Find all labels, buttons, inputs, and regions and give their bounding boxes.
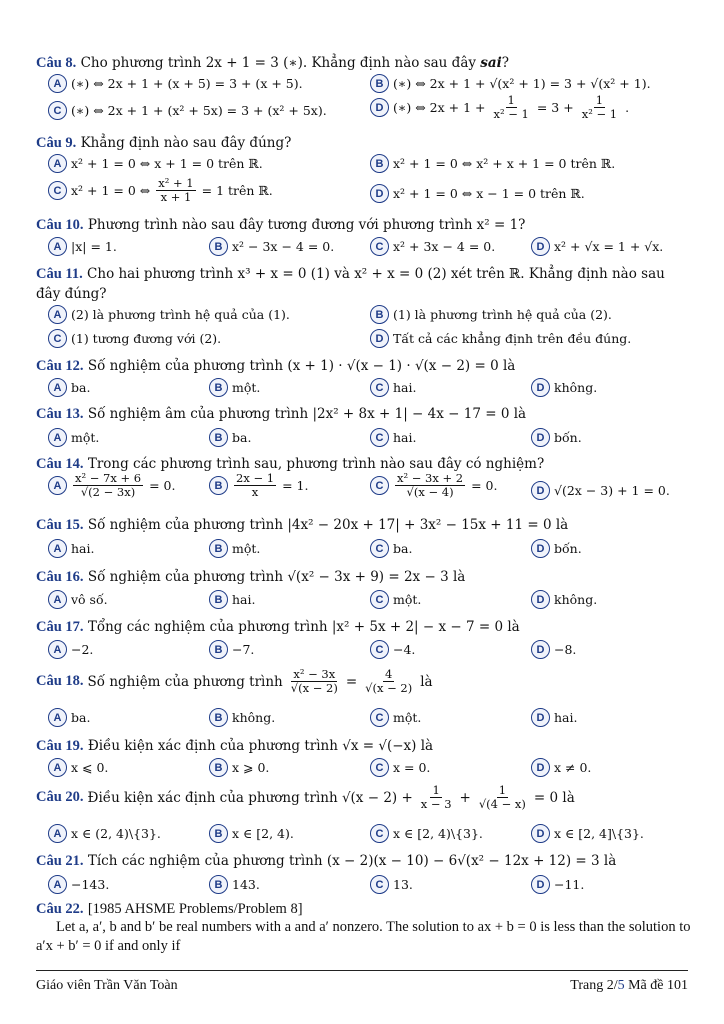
option-badge: A xyxy=(48,640,67,659)
option-text: không. xyxy=(554,380,598,395)
option-D[interactable] xyxy=(531,237,663,256)
option-text: (∗) ⇔ 2x + 1 + xyxy=(393,100,486,116)
option-B[interactable] xyxy=(370,74,651,93)
denominator: x xyxy=(251,485,259,500)
option-D[interactable] xyxy=(531,590,597,609)
option-text: −8. xyxy=(554,642,577,657)
question-10 xyxy=(36,216,691,236)
option-text: bốn. xyxy=(554,430,582,445)
option-text: một. xyxy=(393,592,422,607)
option-text: x² + 1 = 0 ⇔ x + 1 = 0 trên ℝ. xyxy=(71,156,263,171)
option-badge: A xyxy=(48,476,67,495)
page-total[interactable]: 5 xyxy=(617,978,625,993)
question-number: Câu 17. xyxy=(36,619,84,635)
option-text: (∗) ⇔ 2x + 1 + (x + 5) = 3 + (x + 5). xyxy=(71,76,303,91)
option-text: x² + √x = 1 + √x. xyxy=(554,239,664,254)
question-20 xyxy=(36,784,691,811)
option-D[interactable] xyxy=(531,875,584,894)
question-text: Khẳng định nào sau đây đúng? xyxy=(80,135,292,151)
option-badge: D xyxy=(531,875,550,894)
option-A[interactable] xyxy=(48,378,90,397)
option-badge: B xyxy=(209,476,228,495)
denominator: x − 3 xyxy=(420,797,452,812)
numerator: 4 xyxy=(384,667,393,681)
question-source: [1985 AHSME Problems/Problem 8] xyxy=(87,901,303,917)
option-text: x² + 1 = 0 ⇔ x² + x + 1 = 0 trên ℝ. xyxy=(393,156,616,171)
option-text: . xyxy=(625,100,630,116)
numerator: 1 xyxy=(432,783,440,797)
question-15 xyxy=(36,516,691,536)
option-text: −11. xyxy=(554,877,585,892)
option-badge: C xyxy=(370,590,389,609)
option-A[interactable] xyxy=(48,305,290,324)
option-text: = 1 trên ℝ. xyxy=(201,183,273,199)
option-badge: A xyxy=(48,758,67,777)
option-C[interactable] xyxy=(370,708,421,727)
fraction xyxy=(363,668,414,695)
question-text: Số nghiệm âm của phương trình |2x² + 8x + 1| − 4x − 17 = 0 là xyxy=(87,406,527,422)
option-C[interactable] xyxy=(370,428,416,447)
option-B[interactable] xyxy=(209,378,260,397)
question-8 xyxy=(36,54,691,74)
option-B[interactable] xyxy=(209,708,275,727)
emphasis-sai: sai xyxy=(480,55,502,71)
numerator: 1 xyxy=(595,93,604,107)
numerator: 1 xyxy=(507,93,515,107)
option-text: một. xyxy=(232,541,261,556)
question-number: Câu 11. xyxy=(36,266,83,282)
option-badge: B xyxy=(209,378,228,397)
question-12 xyxy=(36,357,691,377)
option-D[interactable] xyxy=(531,824,644,843)
option-badge: D xyxy=(370,184,389,203)
question-9 xyxy=(36,134,691,154)
option-text: = 3 + xyxy=(536,100,574,116)
question-text: Cho phương trình 2x + 1 = 3 (∗). Khẳng định nào sau đây xyxy=(80,55,481,71)
option-D[interactable] xyxy=(531,758,591,777)
option-B[interactable] xyxy=(209,824,294,843)
option-A[interactable] xyxy=(48,640,93,659)
option-text: x² − 3x − 4 = 0. xyxy=(232,239,335,254)
option-text: x ∈ [2, 4)\{3}. xyxy=(393,826,483,841)
option-text: x ∈ [2, 4). xyxy=(232,826,294,841)
option-text: một. xyxy=(393,710,422,725)
option-C[interactable] xyxy=(48,177,273,204)
question-21 xyxy=(36,852,691,872)
denominator: √(x − 4) xyxy=(406,485,454,500)
denominator: √(2 − 3x) xyxy=(80,485,136,500)
option-badge: C xyxy=(370,378,389,397)
question-number: Câu 15. xyxy=(36,517,84,533)
question-text: Số nghiệm của phương trình √(x² − 3x + 9) = 2x − 3 là xyxy=(87,569,466,585)
exam-code: Mã đề 101 xyxy=(624,978,688,993)
footer-divider xyxy=(36,970,688,971)
question-text: Cho hai phương trình x³ + x = 0 (1) và x² + x = 0 (2) xét trên ℝ. Khẳng định nào sau đây đúng? xyxy=(36,266,665,302)
option-text: một. xyxy=(71,430,100,445)
question-number: Câu 13. xyxy=(36,406,84,422)
option-badge: C xyxy=(370,758,389,777)
footer-page xyxy=(570,978,688,994)
option-badge: C xyxy=(370,640,389,659)
option-text: = 0. xyxy=(149,478,176,494)
denominator: √(x − 2) xyxy=(365,681,413,696)
option-text: = 0. xyxy=(471,478,498,494)
numerator: x² − 7x + 6 xyxy=(75,471,142,485)
option-B[interactable] xyxy=(209,472,308,499)
option-text: ba. xyxy=(393,541,413,556)
option-D[interactable] xyxy=(370,94,629,121)
option-A[interactable] xyxy=(48,758,108,777)
question-text: Số nghiệm của phương trình (x + 1) · √(x − 1) · √(x − 2) = 0 là xyxy=(87,358,516,374)
option-text: hai. xyxy=(232,592,256,607)
question-number: Câu 20. xyxy=(36,788,84,805)
option-text: hai. xyxy=(393,380,417,395)
question-number: Câu 10. xyxy=(36,217,84,233)
option-text: vô số. xyxy=(71,592,108,607)
question-22 xyxy=(36,900,691,920)
fraction xyxy=(73,472,143,499)
option-badge: B xyxy=(209,428,228,447)
numerator: 1 xyxy=(498,783,507,797)
option-badge: C xyxy=(370,824,389,843)
option-text: −143. xyxy=(71,877,110,892)
option-D[interactable] xyxy=(531,428,582,447)
option-A[interactable] xyxy=(48,237,117,256)
numerator: x² + 1 xyxy=(158,176,194,190)
option-text: không. xyxy=(232,710,276,725)
option-text: x² + 3x − 4 = 0. xyxy=(393,239,496,254)
option-text: x ⩾ 0. xyxy=(232,760,270,775)
fraction xyxy=(234,472,276,499)
option-badge: D xyxy=(531,481,550,500)
question-13 xyxy=(36,405,691,425)
numerator: x² − 3x xyxy=(293,667,336,681)
option-text: bốn. xyxy=(554,541,582,556)
option-D[interactable] xyxy=(370,329,631,348)
option-badge: B xyxy=(370,305,389,324)
question-text: Số nghiệm của phương trình |4x² − 20x + 17| + 3x² − 15x + 11 = 0 là xyxy=(87,517,569,533)
option-badge: D xyxy=(531,708,550,727)
option-badge: A xyxy=(48,378,67,397)
question-number: Câu 12. xyxy=(36,358,84,374)
option-C[interactable] xyxy=(370,472,497,499)
option-C[interactable] xyxy=(48,329,221,348)
option-badge: A xyxy=(48,590,67,609)
option-badge: A xyxy=(48,74,67,93)
fraction xyxy=(477,784,528,811)
fraction xyxy=(419,784,454,811)
option-B[interactable] xyxy=(209,428,251,447)
option-C[interactable] xyxy=(370,640,415,659)
option-badge: C xyxy=(48,101,67,120)
option-B[interactable] xyxy=(370,154,615,173)
option-badge: A xyxy=(48,875,67,894)
option-badge: C xyxy=(370,539,389,558)
option-A[interactable] xyxy=(48,154,263,173)
option-C[interactable] xyxy=(370,824,483,843)
option-badge: A xyxy=(48,237,67,256)
option-badge: C xyxy=(370,875,389,894)
question-text: + xyxy=(459,789,471,806)
fraction xyxy=(395,472,465,499)
option-badge: D xyxy=(531,758,550,777)
question-text: Tổng các nghiệm của phương trình |x² + 5x + 2| − x − 7 = 0 là xyxy=(87,619,520,635)
option-text: (∗) ⇔ 2x + 1 + √(x² + 1) = 3 + √(x² + 1). xyxy=(393,76,651,91)
question-text: = 0 là xyxy=(533,789,575,806)
option-badge: D xyxy=(370,98,389,117)
option-badge: B xyxy=(370,154,389,173)
option-D[interactable] xyxy=(531,539,582,558)
option-B[interactable] xyxy=(209,758,269,777)
option-badge: A xyxy=(48,154,67,173)
option-badge: B xyxy=(209,824,228,843)
option-B[interactable] xyxy=(209,875,260,894)
option-badge: A xyxy=(48,428,67,447)
footer-teacher: Giáo viên Trần Văn Toàn xyxy=(36,978,178,993)
option-A[interactable] xyxy=(48,539,94,558)
option-badge: B xyxy=(370,74,389,93)
option-D[interactable] xyxy=(531,640,576,659)
option-B[interactable] xyxy=(209,590,255,609)
option-text: x ≠ 0. xyxy=(554,760,592,775)
question-text: = xyxy=(345,673,358,690)
option-badge: B xyxy=(209,875,228,894)
option-D[interactable] xyxy=(370,184,585,203)
denominator: x + 1 xyxy=(160,190,192,205)
option-A[interactable] xyxy=(48,590,108,609)
option-D[interactable] xyxy=(531,481,670,500)
option-text: x ∈ [2, 4]\{3}. xyxy=(554,826,644,841)
option-B[interactable] xyxy=(370,305,612,324)
option-C[interactable] xyxy=(370,590,421,609)
option-text: = 1. xyxy=(282,478,309,494)
option-badge: B xyxy=(209,539,228,558)
question-17 xyxy=(36,618,691,638)
numerator: x² − 3x + 2 xyxy=(397,471,464,485)
option-B[interactable] xyxy=(209,539,260,558)
option-text: 13. xyxy=(393,877,413,892)
option-badge: D xyxy=(531,640,550,659)
option-badge: C xyxy=(370,237,389,256)
option-text: hai. xyxy=(554,710,578,725)
page-prefix: Trang 2/ xyxy=(570,978,618,993)
option-text: 143. xyxy=(232,877,260,892)
option-badge: A xyxy=(48,708,67,727)
option-B[interactable] xyxy=(209,640,254,659)
option-badge: D xyxy=(531,539,550,558)
option-A[interactable] xyxy=(48,472,175,499)
question-number: Câu 22. xyxy=(36,901,84,917)
question-number: Câu 21. xyxy=(36,853,84,869)
question-number: Câu 18. xyxy=(36,672,84,689)
option-text: một. xyxy=(232,380,261,395)
option-badge: D xyxy=(531,237,550,256)
option-text: x ∈ (2, 4)\{3}. xyxy=(71,826,161,841)
option-text: −7. xyxy=(232,642,255,657)
option-text: không. xyxy=(554,592,598,607)
question-18 xyxy=(36,668,691,695)
option-B[interactable] xyxy=(209,237,334,256)
option-badge: B xyxy=(209,640,228,659)
option-C[interactable] xyxy=(370,237,495,256)
option-C[interactable] xyxy=(370,758,430,777)
option-badge: B xyxy=(209,758,228,777)
option-A[interactable] xyxy=(48,875,109,894)
option-badge: D xyxy=(531,590,550,609)
option-text: −4. xyxy=(393,642,416,657)
option-D[interactable] xyxy=(531,708,577,727)
option-text: (2) là phương trình hệ quả của (1). xyxy=(71,307,290,322)
option-text: (∗) ⇔ 2x + 1 + (x² + 5x) = 3 + (x² + 5x). xyxy=(71,103,327,118)
option-D[interactable] xyxy=(531,378,597,397)
option-badge: B xyxy=(209,590,228,609)
option-A[interactable] xyxy=(48,428,99,447)
question-19 xyxy=(36,737,691,757)
question-number: Câu 19. xyxy=(36,738,84,754)
option-text: hai. xyxy=(71,541,95,556)
denominator: x² − 1 xyxy=(493,107,529,122)
fraction xyxy=(156,177,195,204)
option-badge: C xyxy=(370,708,389,727)
option-text: (1) tương đương với (2). xyxy=(71,331,222,346)
option-badge: D xyxy=(370,329,389,348)
denominator: √(4 − x) xyxy=(478,797,526,812)
option-text: (1) là phương trình hệ quả của (2). xyxy=(393,307,612,322)
numerator: 2x − 1 xyxy=(236,471,275,485)
option-text: x ⩽ 0. xyxy=(71,760,109,775)
option-badge: C xyxy=(48,329,67,348)
fraction xyxy=(492,94,531,121)
option-C[interactable] xyxy=(370,875,413,894)
denominator: x² − 1 xyxy=(581,107,618,122)
option-badge: A xyxy=(48,305,67,324)
option-text: hai. xyxy=(393,430,417,445)
option-text: x² + 1 = 0 ⇔ x − 1 = 0 trên ℝ. xyxy=(393,186,585,201)
fraction xyxy=(289,668,340,695)
option-text: x² + 1 = 0 ⇔ xyxy=(71,183,151,199)
option-badge: D xyxy=(531,428,550,447)
option-badge: C xyxy=(370,428,389,447)
option-C[interactable] xyxy=(370,539,412,558)
denominator: √(x − 2) xyxy=(290,681,338,696)
option-A[interactable] xyxy=(48,824,161,843)
question-text: Trong các phương trình sau, phương trình nào sau đây có nghiệm? xyxy=(87,456,545,472)
option-C[interactable] xyxy=(370,378,416,397)
option-text: √(2x − 3) + 1 = 0. xyxy=(554,483,670,498)
option-text: Tất cả các khẳng định trên đều đúng. xyxy=(393,331,632,346)
question-text: Tích các nghiệm của phương trình (x − 2)(x − 10) − 6√(x² − 12x + 12) = 3 là xyxy=(87,853,617,869)
option-badge: D xyxy=(531,378,550,397)
option-badge: A xyxy=(48,539,67,558)
fraction xyxy=(580,94,619,121)
option-text: ba. xyxy=(71,710,91,725)
option-A[interactable] xyxy=(48,74,303,93)
question-number: Câu 16. xyxy=(36,569,84,585)
option-text: ba. xyxy=(71,380,91,395)
question-number: Câu 9. xyxy=(36,135,77,151)
option-badge: C xyxy=(48,181,67,200)
question-text: Số nghiệm của phương trình xyxy=(87,673,283,690)
question-mark: ? xyxy=(501,55,510,71)
option-badge: C xyxy=(370,476,389,495)
option-C[interactable] xyxy=(48,101,327,120)
question-16 xyxy=(36,568,691,588)
question-text: Điều kiện xác định của phương trình √x = √(−x) là xyxy=(87,738,434,754)
option-text: −2. xyxy=(71,642,94,657)
option-badge: D xyxy=(531,824,550,843)
question-text: Điều kiện xác định của phương trình √(x − 2) + xyxy=(87,789,413,806)
question-number: Câu 14. xyxy=(36,456,84,472)
question-11 xyxy=(36,265,691,303)
option-badge: B xyxy=(209,708,228,727)
option-A[interactable] xyxy=(48,708,90,727)
question-text: là xyxy=(420,673,433,690)
option-text: x = 0. xyxy=(393,760,431,775)
option-badge: B xyxy=(209,237,228,256)
option-badge: A xyxy=(48,824,67,843)
question-22-body: Let a, a′, b and b′ be real numbers with a and a′ nonzero. The solution to ax + b = 0 is less than the solution to a′x + b′ = 0 if and only if xyxy=(36,919,691,954)
question-text: Phương trình nào sau đây tương đương với phương trình x² = 1? xyxy=(87,217,526,233)
question-number: Câu 8. xyxy=(36,55,77,71)
option-text: |x| = 1. xyxy=(71,239,117,254)
option-text: ba. xyxy=(232,430,252,445)
